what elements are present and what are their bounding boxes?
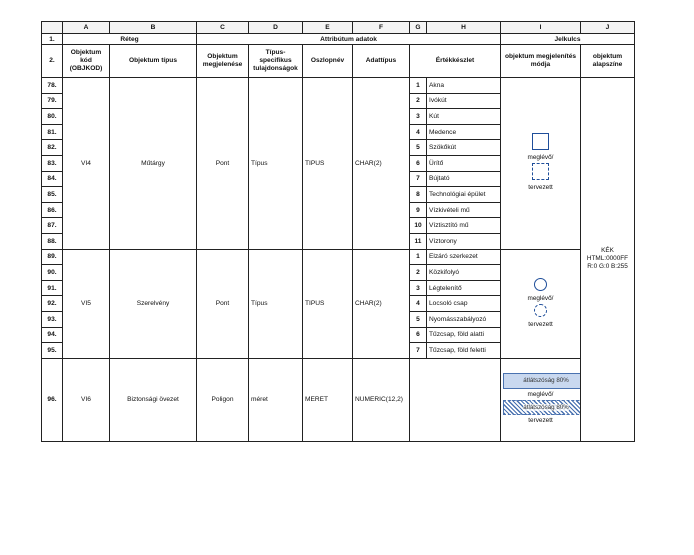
value-code[interactable]: 2 [410,265,427,281]
planned-label: tervezett [528,417,553,425]
value-code[interactable]: 10 [410,218,427,234]
value-code[interactable]: 3 [410,109,427,125]
row-number[interactable]: 96. [42,358,63,441]
row-number[interactable]: 89. [42,249,63,265]
row-number[interactable]: 90. [42,265,63,281]
row-number[interactable]: 79. [42,93,63,109]
column-header[interactable]: I [501,22,581,34]
data-type-header[interactable]: Adattípus [353,45,410,78]
display-mode-cell[interactable] [501,78,581,250]
row-number[interactable]: 78. [42,78,63,94]
attribute-data-header[interactable]: Attribútum adatok [197,34,501,45]
row-number[interactable]: 92. [42,296,63,312]
column-name-header[interactable]: Oszlopnév [303,45,353,78]
value-label[interactable]: Tűzcsap, föld feletti [427,343,501,359]
column-name-cell[interactable]: TIPUS [303,249,353,358]
value-label[interactable]: Medence [427,124,501,140]
row-number[interactable]: 86. [42,202,63,218]
value-code[interactable]: 1 [410,78,427,94]
row-number[interactable]: 91. [42,280,63,296]
column-name-cell[interactable]: TIPUS [303,78,353,250]
object-type-cell[interactable]: Műtárgy [110,78,197,250]
type-specific-cell[interactable]: méret [249,358,303,441]
value-code[interactable]: 4 [410,296,427,312]
value-code[interactable]: 4 [410,124,427,140]
row-number[interactable]: 81. [42,124,63,140]
planned-label: tervezett [528,184,553,192]
object-code-cell[interactable]: VI4 [63,78,110,250]
column-header[interactable]: H [427,22,501,34]
display-mode-header[interactable]: objektum megjelenítés módja [501,45,581,78]
header-row-2 [42,45,635,78]
base-color-cell[interactable] [581,78,635,442]
value-code[interactable]: 1 [410,249,427,265]
value-label[interactable]: Kút [427,109,501,125]
row-number[interactable]: 82. [42,140,63,156]
transparency-label: átlátszóság 80% [523,377,569,385]
value-code[interactable]: 7 [410,171,427,187]
table-row [42,358,635,441]
type-specific-header[interactable]: Típus-specifikus tulajdonságok [249,45,303,78]
object-appearance-cell[interactable]: Pont [197,249,249,358]
value-code[interactable]: 8 [410,187,427,203]
base-color-header[interactable]: objektum alapszíne [581,45,635,78]
existing-label: meglévő/ [527,391,554,399]
value-label[interactable]: Locsoló csap [427,296,501,312]
object-code-cell[interactable]: VI6 [63,358,110,441]
column-header[interactable]: D [249,22,303,34]
data-type-cell[interactable]: CHAR(2) [353,249,410,358]
row-number[interactable]: 93. [42,311,63,327]
row-number[interactable]: 94. [42,327,63,343]
object-appearance-cell[interactable]: Poligon [197,358,249,441]
column-header-row [42,22,635,34]
value-label[interactable]: Ivókút [427,93,501,109]
planned-square-symbol-icon [532,163,549,180]
row-number[interactable]: 1. [42,34,63,45]
column-header[interactable]: A [63,22,110,34]
legend-header[interactable]: Jelkulcs [501,34,635,45]
value-code[interactable]: 9 [410,202,427,218]
row-number[interactable]: 80. [42,109,63,125]
column-header[interactable]: F [353,22,410,34]
display-mode-cell[interactable] [501,358,581,441]
type-specific-cell[interactable]: Típus [249,249,303,358]
row-number[interactable]: 95. [42,343,63,359]
planned-label: tervezett [528,320,553,328]
type-specific-cell[interactable]: Típus [249,78,303,250]
column-header[interactable]: E [303,22,353,34]
display-mode-cell[interactable] [501,249,581,358]
value-label[interactable]: Elzáró szerkezet [427,249,501,265]
object-type-cell[interactable]: Biztonsági övezet [110,358,197,441]
column-header[interactable]: J [581,22,635,34]
table-row [42,249,635,265]
color-name: KÉK [601,247,614,255]
planned-polygon-symbol-icon [503,400,581,415]
value-label[interactable]: Akna [427,78,501,94]
row-number[interactable]: 88. [42,233,63,249]
existing-circle-symbol-icon [534,278,547,291]
value-code[interactable]: 5 [410,311,427,327]
table-row [42,78,635,94]
value-code[interactable]: 6 [410,155,427,171]
value-set-cell[interactable] [410,358,501,441]
value-label[interactable]: Légtelenítő [427,280,501,296]
value-label[interactable]: Közkifolyó [427,265,501,281]
color-html: HTML:0000FF [586,255,629,263]
existing-label: meglévő/ [527,294,554,302]
column-name-cell[interactable]: MERET [303,358,353,441]
row-number[interactable]: 84. [42,171,63,187]
value-label[interactable]: Víztisztító mű [427,218,501,234]
value-code[interactable]: 3 [410,280,427,296]
value-label[interactable]: Nyomásszabályozó [427,311,501,327]
object-appearance-cell[interactable]: Pont [197,78,249,250]
color-rgb: R:0 G:0 B:255 [587,263,628,271]
planned-circle-symbol-icon [534,304,547,317]
object-code-header[interactable]: Objektum kód (OBJKOD) [63,45,110,78]
value-label[interactable]: Tűzcsap, föld alatti [427,327,501,343]
existing-square-symbol-icon [532,133,549,150]
row-number[interactable]: 87. [42,218,63,234]
row-number[interactable]: 2. [42,45,63,78]
header-row-1 [42,34,635,45]
value-code[interactable]: 6 [410,327,427,343]
existing-label: meglévő/ [527,154,554,162]
value-label[interactable]: Technológiai épület [427,187,501,203]
layer-header[interactable]: Réteg [63,34,197,45]
data-type-cell[interactable]: CHAR(2) [353,78,410,250]
column-header[interactable]: G [410,22,427,34]
column-header[interactable]: C [197,22,249,34]
existing-polygon-symbol-icon [503,373,581,389]
value-set-header[interactable]: Értékkészlet [410,45,501,78]
row-number[interactable]: 83. [42,155,63,171]
value-label[interactable]: Szökőkút [427,140,501,156]
object-type-cell[interactable]: Szerelvény [110,249,197,358]
value-label[interactable]: Ürítő [427,155,501,171]
data-type-cell[interactable]: NUMERIC(12,2) [353,358,410,441]
attribute-table [41,21,635,442]
value-code[interactable]: 5 [410,140,427,156]
corner-cell[interactable] [42,22,63,34]
value-label[interactable]: Vízkivételi mű [427,202,501,218]
value-code[interactable]: 11 [410,233,427,249]
value-code[interactable]: 7 [410,343,427,359]
column-header[interactable]: B [110,22,197,34]
object-type-header[interactable]: Objektum típus [110,45,197,78]
object-code-cell[interactable]: VI5 [63,249,110,358]
row-number[interactable]: 85. [42,187,63,203]
transparency-label: átlátszóság 80% [523,404,569,412]
value-label[interactable]: Víztorony [427,233,501,249]
object-appearance-header[interactable]: Objektum megjelenése [197,45,249,78]
value-label[interactable]: Bújtató [427,171,501,187]
value-code[interactable]: 2 [410,93,427,109]
